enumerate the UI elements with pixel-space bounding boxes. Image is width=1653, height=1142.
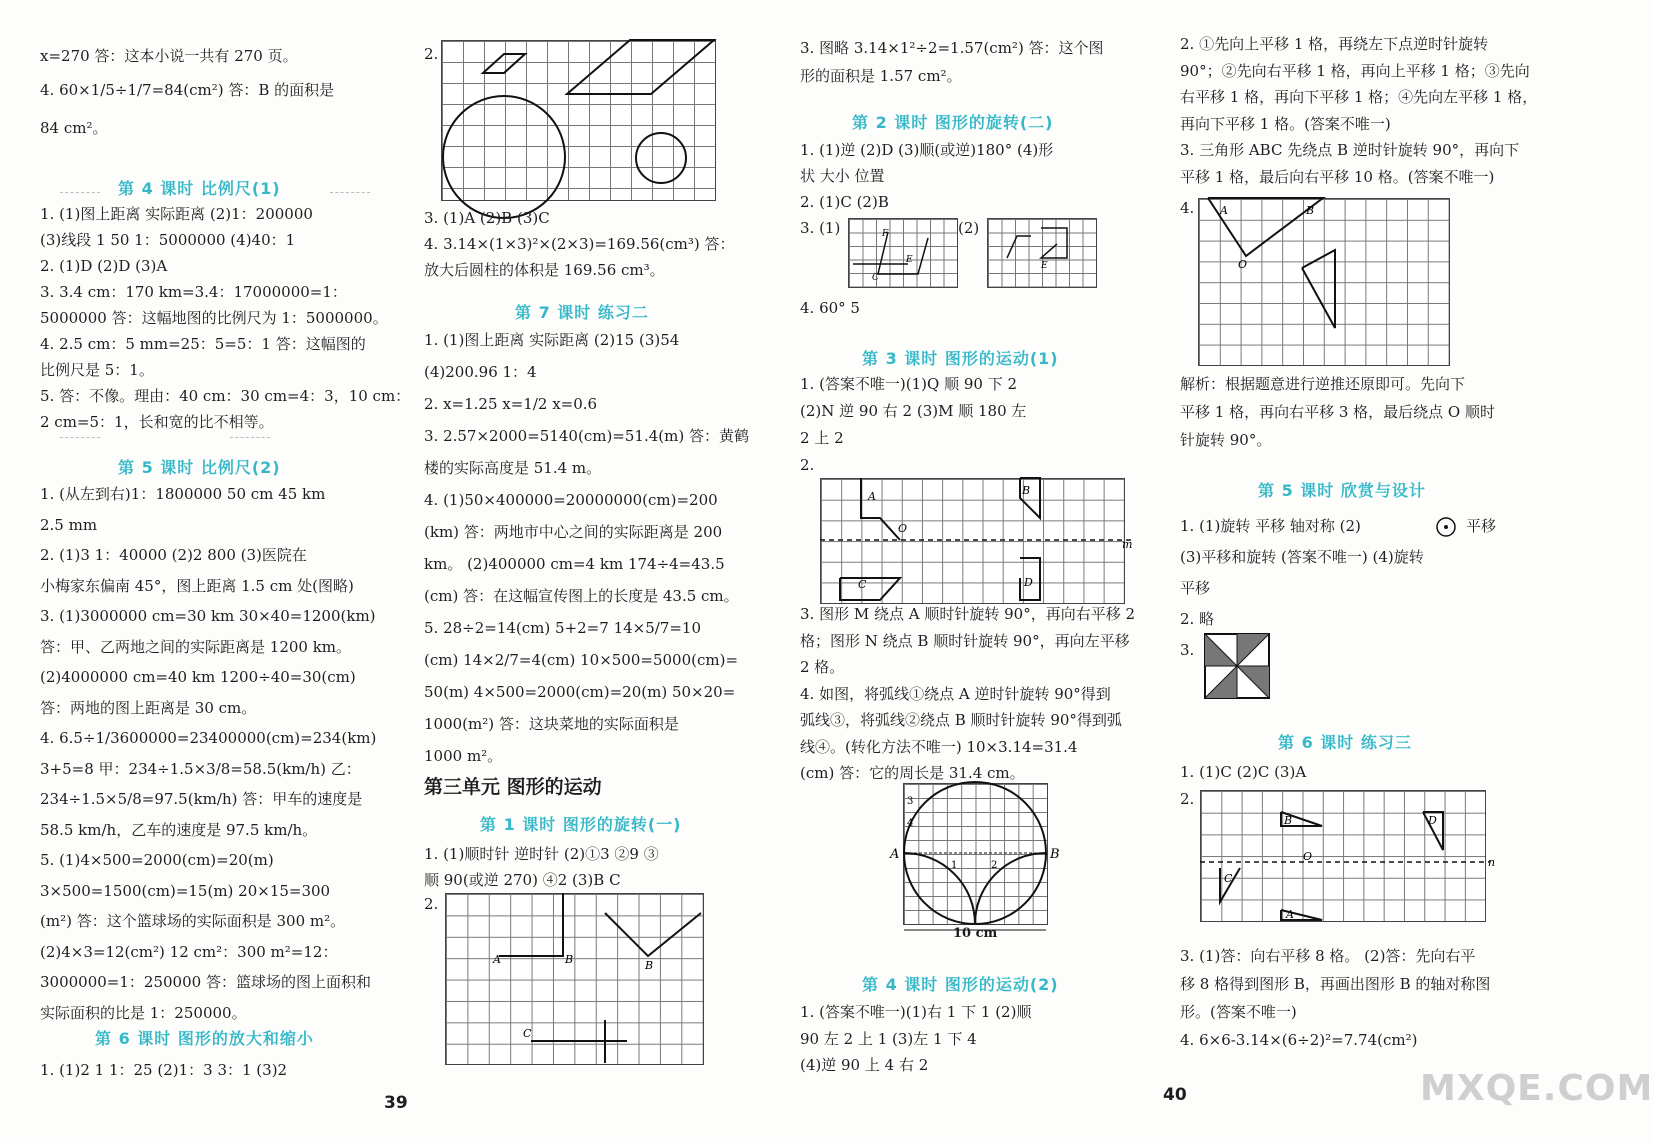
- text-line: 4. 3.14×(1×3)²×(2×3)=169.56(cm³) 答：: [424, 235, 735, 253]
- text-line: 弧线③，将弧线②绕点 B 顺时针旋转 90°得到弧: [800, 711, 1122, 729]
- text-line: 4. 6×6-3.14×(6÷2)²=7.74(cm²): [1180, 1031, 1418, 1049]
- text-line: 线④。(转化方法不唯一) 10×3.14=31.4: [800, 737, 1078, 756]
- label-c: C: [523, 1027, 532, 1040]
- text-line: 形的面积是 1.57 cm²。: [800, 67, 962, 85]
- label-a: A: [1220, 204, 1228, 217]
- text-line: (km) 答：两地市中心之间的实际距离是 200: [424, 523, 723, 541]
- figure-pinwheel: [1205, 634, 1271, 700]
- text-line: 50(m) 4×500=2000(cm)=20(m) 50×20=: [424, 683, 736, 701]
- text-line: 小梅家东偏南 45°，图上距离 1.5 cm 处(图略): [40, 576, 354, 595]
- lesson-heading: 第 4 课时 比例尺(1): [118, 179, 281, 198]
- label-e: E: [1041, 261, 1048, 271]
- text-line: km。 (2)400000 cm=4 km 174÷4=43.5: [424, 555, 725, 573]
- figure-circle-arcs: [885, 770, 1070, 945]
- label-m: m: [1122, 538, 1133, 551]
- text-line: 3. 3.4 cm：170 km=3.4：17000000=1：: [40, 283, 347, 301]
- watermark: MXQE.COM: [1420, 1068, 1653, 1109]
- question-number: 3. (1): [800, 219, 841, 237]
- text-line: 4. 2.5 cm：5 mm=25：5=5：1 答：这幅图的: [40, 335, 366, 353]
- text-line: 234÷1.5×5/8=97.5(km/h) 答：甲车的速度是: [40, 790, 363, 808]
- text-line: 3. 2.57×2000=5140(cm)=51.4(m) 答：黄鹤: [424, 427, 749, 445]
- text-line: 2 格。: [800, 658, 845, 676]
- text-line: 84 cm²。: [40, 119, 108, 137]
- text-line: 1. (1)2 1 1：25 (2)1：3 3：1 (3)2: [40, 1061, 288, 1079]
- label-n: n: [1488, 856, 1496, 869]
- lesson-heading: 第 6 课时 图形的放大和缩小: [95, 1029, 314, 1048]
- text-line: 1. (1)C (2)C (3)A: [1180, 763, 1307, 781]
- text-line: 2. (1)D (2)D (3)A: [40, 257, 168, 275]
- text-line: 1. (1)旋转 平移 轴对称 (2): [1180, 517, 1361, 535]
- text-line: 顺 90(或逆 270) ④2 (3)B C: [424, 871, 621, 889]
- text-line: 1. (1)顺时针 逆时针 (2)①3 ②9 ③: [424, 845, 659, 863]
- figure-motion-answer: [820, 478, 1140, 604]
- text-line: 90 左 2 上 1 (3)左 1 下 4: [800, 1029, 977, 1048]
- text-line: 1. (1)逆 (2)D (3)顺(或逆)180° (4)形: [800, 141, 1054, 159]
- text-line: 1. (答案不唯一)(1)Q 顺 90 下 2: [800, 375, 1018, 393]
- text-line: (2)4000000 cm=40 km 1200÷40=30(cm): [40, 668, 356, 686]
- lesson-heading: 第 1 课时 图形的旋转(一): [480, 815, 682, 834]
- text-line: 5. (1)4×500=2000(cm)=20(m): [40, 851, 274, 869]
- question-number: 4.: [1180, 199, 1195, 217]
- text-line: 4. 60×1/5÷1/7=84(cm²) 答：B 的面积是: [40, 81, 335, 99]
- figure-parallelograms-circles: [441, 40, 716, 200]
- label-a: A: [890, 847, 900, 862]
- text-line: 2. (1)C (2)B: [800, 193, 889, 211]
- text-line: 放大后圆柱的体积是 169.56 cm³。: [424, 261, 665, 279]
- text-line: 4. 如图，将弧线①绕点 A 逆时针旋转 90°得到: [800, 684, 1111, 703]
- text-line: (cm) 14×2/7=4(cm) 10×500=5000(cm)=: [424, 651, 739, 669]
- label-b: B: [1306, 204, 1315, 217]
- label-f: F: [882, 229, 889, 239]
- question-number: 2.: [424, 45, 439, 63]
- lesson-heading: 第 3 课时 图形的运动(1): [862, 349, 1059, 368]
- text-line: 2.5 mm: [40, 515, 98, 534]
- text-line: (4)逆 90 上 4 右 2: [800, 1056, 929, 1074]
- text-line: 2 上 2: [800, 429, 844, 447]
- text-line: 2. (1)3 1：40000 (2)2 800 (3)医院在: [40, 546, 307, 564]
- text-line: (3)平移和旋转 (答案不唯一) (4)旋转: [1180, 548, 1424, 566]
- text-line: 3000000=1：250000 答：篮球场的图上面积和: [40, 973, 371, 991]
- label-b: B: [645, 959, 654, 972]
- text-line: (3)线段 1 50 1：5000000 (4)40：1: [40, 231, 296, 249]
- text-line: 楼的实际高度是 51.4 m。: [424, 459, 602, 477]
- text-line: 答：甲、乙两地之间的实际距离是 1200 km。: [40, 637, 352, 656]
- label-b: B: [565, 953, 574, 966]
- text-line: 形。(答案不唯一): [1180, 1003, 1297, 1021]
- text-line: 5. 28÷2=14(cm) 5+2=7 14×5/7=10: [424, 619, 702, 637]
- text-line: 1. (1)图上距离 实际距离 (2)1：200000: [40, 205, 313, 223]
- label-4: 4: [907, 818, 914, 829]
- label-a: A: [1286, 908, 1294, 921]
- label-e: E: [906, 255, 913, 265]
- text-line: 平移: [1466, 517, 1497, 535]
- label-b: B: [1022, 484, 1031, 497]
- text-line: 实际面积的比是 1：250000。: [40, 1003, 247, 1022]
- text-line: 答：两地的图上距离是 30 cm。: [40, 698, 257, 717]
- figure-rotation-answer: [445, 893, 705, 1065]
- lesson-heading: 第 4 课时 图形的运动(2): [862, 975, 1059, 994]
- label-c: C: [858, 578, 867, 591]
- text-line: 平移: [1180, 579, 1211, 597]
- text-line: x=270 答：这本小说一共有 270 页。: [40, 47, 298, 65]
- label-o: O: [1238, 258, 1248, 271]
- text-line: 3+5=8 甲：234÷1.5×3/8=58.5(km/h) 乙：: [40, 759, 361, 778]
- text-line: (2)N 逆 90 右 2 (3)M 顺 180 左: [800, 402, 1027, 420]
- text-line: 3.: [1180, 641, 1195, 659]
- question-number: (2): [958, 219, 980, 237]
- circle-dimension-label: 10 cm: [953, 926, 998, 941]
- text-line: (2)4×3=12(cm²) 12 cm²：300 m²=12：: [40, 942, 338, 961]
- text-line: 针旋转 90°。: [1180, 431, 1272, 449]
- text-line: 1000(m²) 答：这块菜地的实际面积是: [424, 715, 679, 733]
- text-line: 平移 1 格，最后向右平移 10 格。(答案不唯一): [1180, 167, 1495, 186]
- text-line: (cm) 答：它的周长是 31.4 cm。: [800, 764, 1025, 782]
- lesson-heading: 第 7 课时 练习二: [515, 303, 649, 322]
- text-line: 1. (1)图上距离 实际距离 (2)15 (3)54: [424, 331, 680, 349]
- text-line: (cm) 答：在这幅宣传图上的长度是 43.5 cm。: [424, 587, 739, 605]
- question-number: 2.: [424, 895, 439, 913]
- text-line: 1. (答案不唯一)(1)右 1 下 1 (2)顺: [800, 1003, 1032, 1021]
- text-line: 3. (1)3000000 cm=30 km 30×40=1200(km): [40, 607, 376, 625]
- text-line: 移 8 格得到图形 B，再画出图形 B 的轴对称图: [1180, 975, 1491, 993]
- text-line: 4. (1)50×400000=20000000(cm)=200: [424, 491, 718, 509]
- text-line: 右平移 1 格，再向下平移 1 格；④先向左平移 1 格，: [1180, 88, 1538, 106]
- text-line: 2.: [1180, 790, 1195, 808]
- label-o: O: [1303, 850, 1313, 863]
- label-2: 2: [991, 860, 998, 871]
- text-line: 3. (1)答：向右平移 8 格。 (2)答：先向右平: [1180, 947, 1476, 965]
- text-line: 4. 60° 5: [800, 299, 860, 317]
- text-line: 解析：根据题意进行逆推还原即可。先向下: [1180, 375, 1466, 393]
- text-line: 3×500=1500(cm)=15(m) 20×15=300: [40, 881, 331, 900]
- label-c: C: [872, 273, 879, 283]
- text-line: 2 cm=5：1，长和宽的比不相等。: [40, 413, 274, 431]
- text-line: 再向下平移 1 格。(答案不唯一): [1180, 114, 1391, 133]
- text-line: 58.5 km/h，乙车的速度是 97.5 km/h。: [40, 820, 318, 839]
- text-line: 3. (1)A (2)B (3)C: [424, 209, 550, 227]
- label-1: 1: [951, 860, 958, 871]
- label-a: A: [493, 953, 501, 966]
- text-line: 90°；②先向右平移 1 格，再向上平移 1 格；③先向: [1180, 61, 1530, 80]
- label-3: 3: [907, 796, 914, 807]
- figure-triangle-rotation: [1198, 198, 1450, 366]
- figure-rotation-small-2: [987, 218, 1097, 288]
- label-d: D: [1024, 576, 1033, 589]
- rotation-symbol-icon: [1435, 516, 1457, 538]
- text-line: 2. x=1.25 x=1/2 x=0.6: [424, 395, 598, 413]
- text-line: (m²) 答：这个篮球场的实际面积是 300 m²。: [40, 912, 346, 930]
- text-line: 格；图形 N 绕点 B 顺时针旋转 90°，再向左平移: [800, 631, 1130, 650]
- label-b: B: [1284, 814, 1293, 827]
- text-line: 比例尺是 5：1。: [40, 361, 154, 379]
- text-line: 5000000 答：这幅地图的比例尺为 1：5000000。: [40, 309, 388, 327]
- text-line: 2. 略: [1180, 610, 1215, 628]
- label-d: D: [1428, 814, 1437, 827]
- text-line: 2. ①先向上平移 1 格，再绕左下点逆时针旋转: [1180, 35, 1489, 53]
- lesson-heading: 第 6 课时 练习三: [1278, 733, 1412, 752]
- text-line: 1. (从左到右)1：1800000 50 cm 45 km: [40, 485, 326, 503]
- text-line: 状 大小 位置: [800, 167, 885, 185]
- label-o: O: [898, 522, 908, 535]
- label-b: B: [1050, 847, 1060, 862]
- text-line: 平移 1 格，再向右平移 3 格，最后绕点 O 顺时: [1180, 403, 1495, 421]
- page-number: 39: [384, 1093, 408, 1113]
- text-line: (4)200.96 1：4: [424, 363, 537, 381]
- lesson-heading: 第 2 课时 图形的旋转(二): [852, 113, 1054, 132]
- lesson-heading: 第 5 课时 欣赏与设计: [1258, 481, 1426, 500]
- text-line: 3. 图略 3.14×1²÷2=1.57(cm²) 答：这个图: [800, 39, 1104, 57]
- label-c: C: [1224, 872, 1233, 885]
- text-line: 2.: [800, 456, 815, 474]
- figure-rotation-small-1: [848, 218, 958, 288]
- text-line: 5. 答：不像。理由：40 cm：30 cm=4：3，10 cm：: [40, 387, 411, 405]
- label-a: A: [868, 490, 876, 503]
- text-line: 3. 三角形 ABC 先绕点 B 逆时针旋转 90°，再向下: [1180, 141, 1520, 159]
- page-number: 40: [1163, 1085, 1187, 1105]
- text-line: 4. 6.5÷1/3600000=23400000(cm)=234(km): [40, 729, 377, 747]
- figure-reflection-answer: [1200, 790, 1500, 922]
- text-line: 1000 m²。: [424, 747, 503, 765]
- unit-heading: 第三单元 图形的运动: [424, 776, 602, 798]
- lesson-heading: 第 5 课时 比例尺(2): [118, 458, 281, 477]
- text-line: 3. 图形 M 绕点 A 顺时针旋转 90°，再向右平移 2: [800, 605, 1136, 623]
